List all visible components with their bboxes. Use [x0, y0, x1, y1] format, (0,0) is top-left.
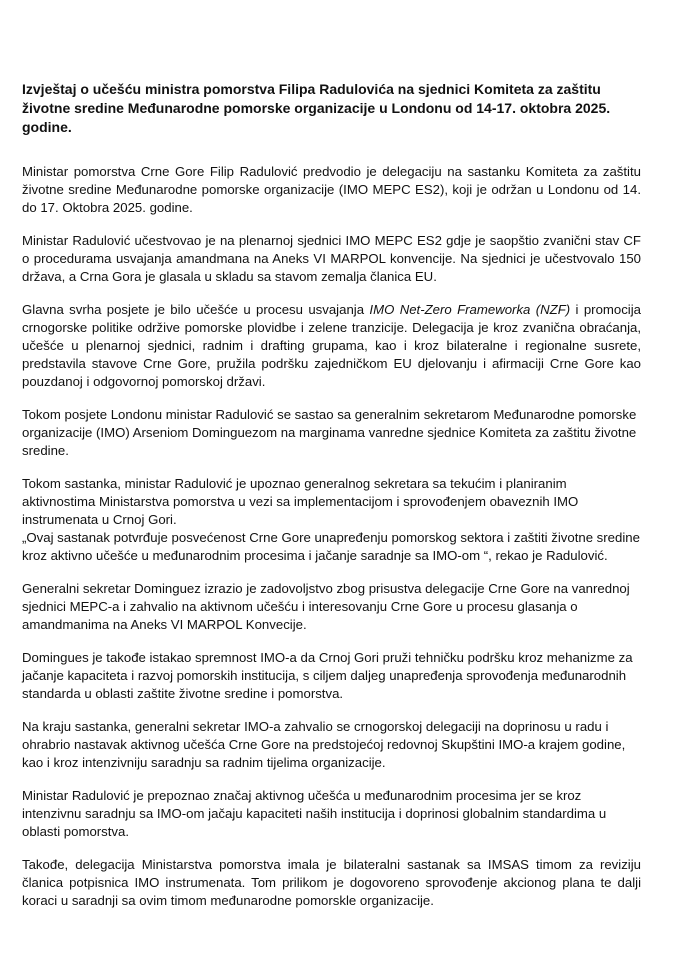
paragraph-briefing: Tokom sastanka, ministar Radulović je upoznao generalnog sekretara sa tekućim i planiranim aktivnostima Ministarstva pomorstva u vezi sa implementacijom i sprovođenjem obaveznih IMO instrumenata u Crnoj Gori. [22, 476, 579, 527]
paragraph-purpose [22, 301, 641, 391]
paragraph-purpose-after: i promocija crnogorske politike održive pomorske plovidbe i zelene tranzicije. Delegacija je kroz zvanična obraćanja, učešće u plenarnoj sjednici, radnim i drafting grupama, kao i kroz bilateralne i regionalne susrete, predstavila stavove Crne Gore, pružila podršku zajedničkom EU djelovanju i afirmaciji Crne Gore kao pouzdanoj i odgovornoj pomorskoj državi. [22, 302, 642, 389]
paragraph-plenary: Ministar Radulović učestvovao je na plenarnoj sjednici IMO MEPC ES2 gdje je saopštio zvanični stav CF o procedurama usvajanja amandmana na Aneks VI MARPOL konvencije. Na sjednici je učestvovalo 150 država, a Crna Gora je glasala u skladu sa stavom zemalja članica EU. [22, 233, 641, 284]
paragraph-closing: Na kraju sastanka, generalni sekretar IMO-a zahvalio se crnogorskoj delegaciji na doprinosu u radu i ohrabrio nastavak aktivnog učešća Crne Gore na predstojećoj redovnoj Skupštini IMO-a krajem godine, kao i kroz intenzivniju saradnju sa radnim tijelima organizacije. [22, 719, 626, 770]
paragraph-support: Domingues je takođe istakao spremnost IMO-a da Crnoj Gori pruži tehničku podršku kroz mehanizme za jačanje kapaciteta i razvoj pomorskih institucija, s ciljem daljeg unapređenja sprovođenja međunarodnih standarda u oblasti zaštite životne sredine i pomorstva. [22, 650, 633, 701]
paragraph-secretary-general: Generalni sekretar Dominguez izrazio je zadovoljstvo zbog prisustva delegacije Crne Gore na vanrednoj sjednici MEPC-a i zahvalio na aktivnom učešću i interesovanju Crne Gore u procesu glasanja o amandmanima na Aneks VI MARPOL Konvecije. [22, 581, 630, 632]
paragraph-purpose-before: Glavna svrha posjete je bilo učešće u procesu usvajanja [22, 302, 370, 317]
paragraph-meeting: Tokom posjete Londonu ministar Radulović se sastao sa generalnim sekretarom Međunarodne pomorske organizacije (IMO) Arseniom Dominguezom na marginama vanredne sjednice Komiteta za zaštitu životne sredine. [22, 407, 637, 458]
document-title: Izvještaj o učešću ministra pomorstva Filipa Radulovića na sjednici Komiteta za zaštitu životne sredine Međunarodne pomorske organizacije u Londonu od 14-17. oktobra 2025. godine. [22, 81, 611, 135]
paragraph-delegation: Ministar pomorstva Crne Gore Filip Radulović predvodio je delegaciju na sastanku Komiteta za zaštitu životne sredine Međunarodne pomorske organizacije (IMO MEPC ES2), koji je održan u Londonu od 14. do 17. Oktobra 2025. godine. [22, 164, 641, 215]
paragraph-significance: Ministar Radulović je prepoznao značaj aktivnog učešća u međunarodnim procesima jer se kroz intenzivnu saradnju sa IMO-om jačaju kapaciteti naših institucija i doprinosi globalnim standardima u oblasti pomorstva. [22, 788, 607, 839]
nzf-emphasis: IMO Net-Zero Frameworka (NZF) [369, 302, 571, 317]
paragraph-quote: „Ovaj sastanak potvrđuje posvećenost Crne Gore unapređenju pomorskog sektora i zaštiti životne sredine kroz aktivno učešće u međunarodnim procesima i jačanje saradnje sa IMO-om “, rekao je Radulović. [22, 530, 640, 563]
paragraph-imsas: Takođe, delegacija Ministarstva pomorstva imala je bilateralni sastanak sa IMSAS timom za reviziju članica potpisnica IMO instrumenata. Tom prilikom je dogovoreno sprovođenje akcionog plana te dalji koraci u saradnji sa ovim timom međunarodne pomorskle organizacije. [22, 857, 641, 908]
